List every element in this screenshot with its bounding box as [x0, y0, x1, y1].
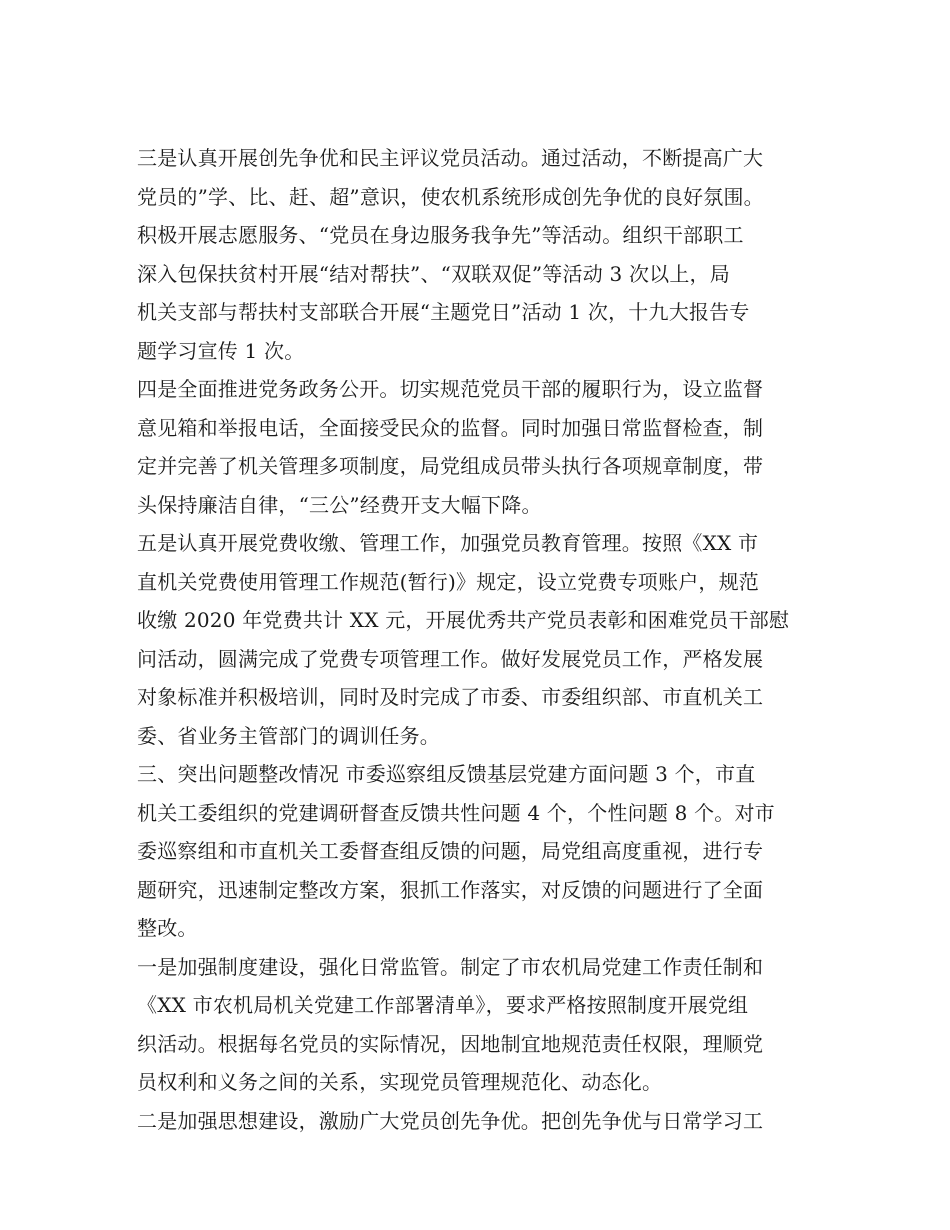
text-line: 收缴 2020 年党费共计 XX 元，开展优秀共产党员表彰和困难党员干部慰	[137, 608, 790, 632]
document-body	[137, 139, 827, 1140]
text-line: 直机关党费使用管理工作规范(暂行)》规定，设立党费专项账户，规范	[137, 569, 760, 594]
text-line: 对象标准并积极培训，同时及时完成了市委、市委组织部、市直机关工	[137, 685, 764, 709]
text-line: 意见箱和举报电话，全面接受民众的监督。同时加强日常监督检查，制	[137, 415, 764, 440]
text-line: 一是加强制度建设，强化日常监管。制定了市农机局党建工作责任制和	[137, 954, 764, 979]
text-line: 委、省业务主管部门的调训任务。	[137, 723, 440, 748]
text-line: 二是加强思想建设，激励广大党员创先争优。把创先争优与日常学习工	[137, 1108, 764, 1133]
text-line: 党员的”学、比、赶、超”意识，使农机系统形成创先争优的良好氛围。	[137, 184, 764, 209]
text-line: 《XX 市农机局机关党建工作部署清单》，要求严格按照制度开展党组	[137, 993, 749, 1017]
text-line: 机关支部与帮扶村支部联合开展“主题党日”活动 1 次，十九大报告专	[137, 300, 750, 324]
text-line: 员权利和义务之间的关系，实现党员管理规范化、动态化。	[137, 1070, 663, 1094]
text-line: 深入包保扶贫村开展“结对帮扶”、“双联双促”等活动 3 次以上，局	[137, 261, 730, 286]
text-line: 头保持廉洁自律，“三公”经费开支大幅下降。	[137, 492, 542, 517]
text-line: 定并完善了机关管理多项制度，局党组成员带头执行各项规章制度，带	[137, 454, 764, 478]
text-line: 问活动，圆满完成了党费专项管理工作。做好发展党员工作，严格发展	[137, 646, 764, 671]
text-line: 整改。	[137, 916, 198, 940]
text-line: 委巡察组和市直机关工委督查组反馈的问题，局党组高度重视，进行专	[137, 839, 764, 863]
text-line: 题学习宣传 1 次。	[137, 338, 305, 363]
text-line: 积极开展志愿服务、“党员在身边服务我争先”等活动。组织干部职工	[137, 223, 744, 247]
text-line: 三、突出问题整改情况 市委巡察组反馈基层党建方面问题 3 个，市直	[137, 762, 756, 786]
text-line: 织活动。根据每名党员的实际情况，因地制宜地规范责任权限，理顺党	[137, 1031, 764, 1056]
text-line: 机关工委组织的党建调研督查反馈共性问题 4 个，个性问题 8 个。对市	[137, 800, 775, 825]
text-line: 题研究，迅速制定整改方案，狠抓工作落实，对反馈的问题进行了全面	[137, 877, 764, 902]
text-line: 三是认真开展创先争优和民主评议党员活动。通过活动，不断提高广大	[137, 146, 764, 170]
text-line: 四是全面推进党务政务公开。切实规范党员干部的履职行为，设立监督	[137, 377, 764, 401]
text-line: 五是认真开展党费收缴、管理工作，加强党员教育管理。按照《XX 市	[137, 531, 759, 555]
